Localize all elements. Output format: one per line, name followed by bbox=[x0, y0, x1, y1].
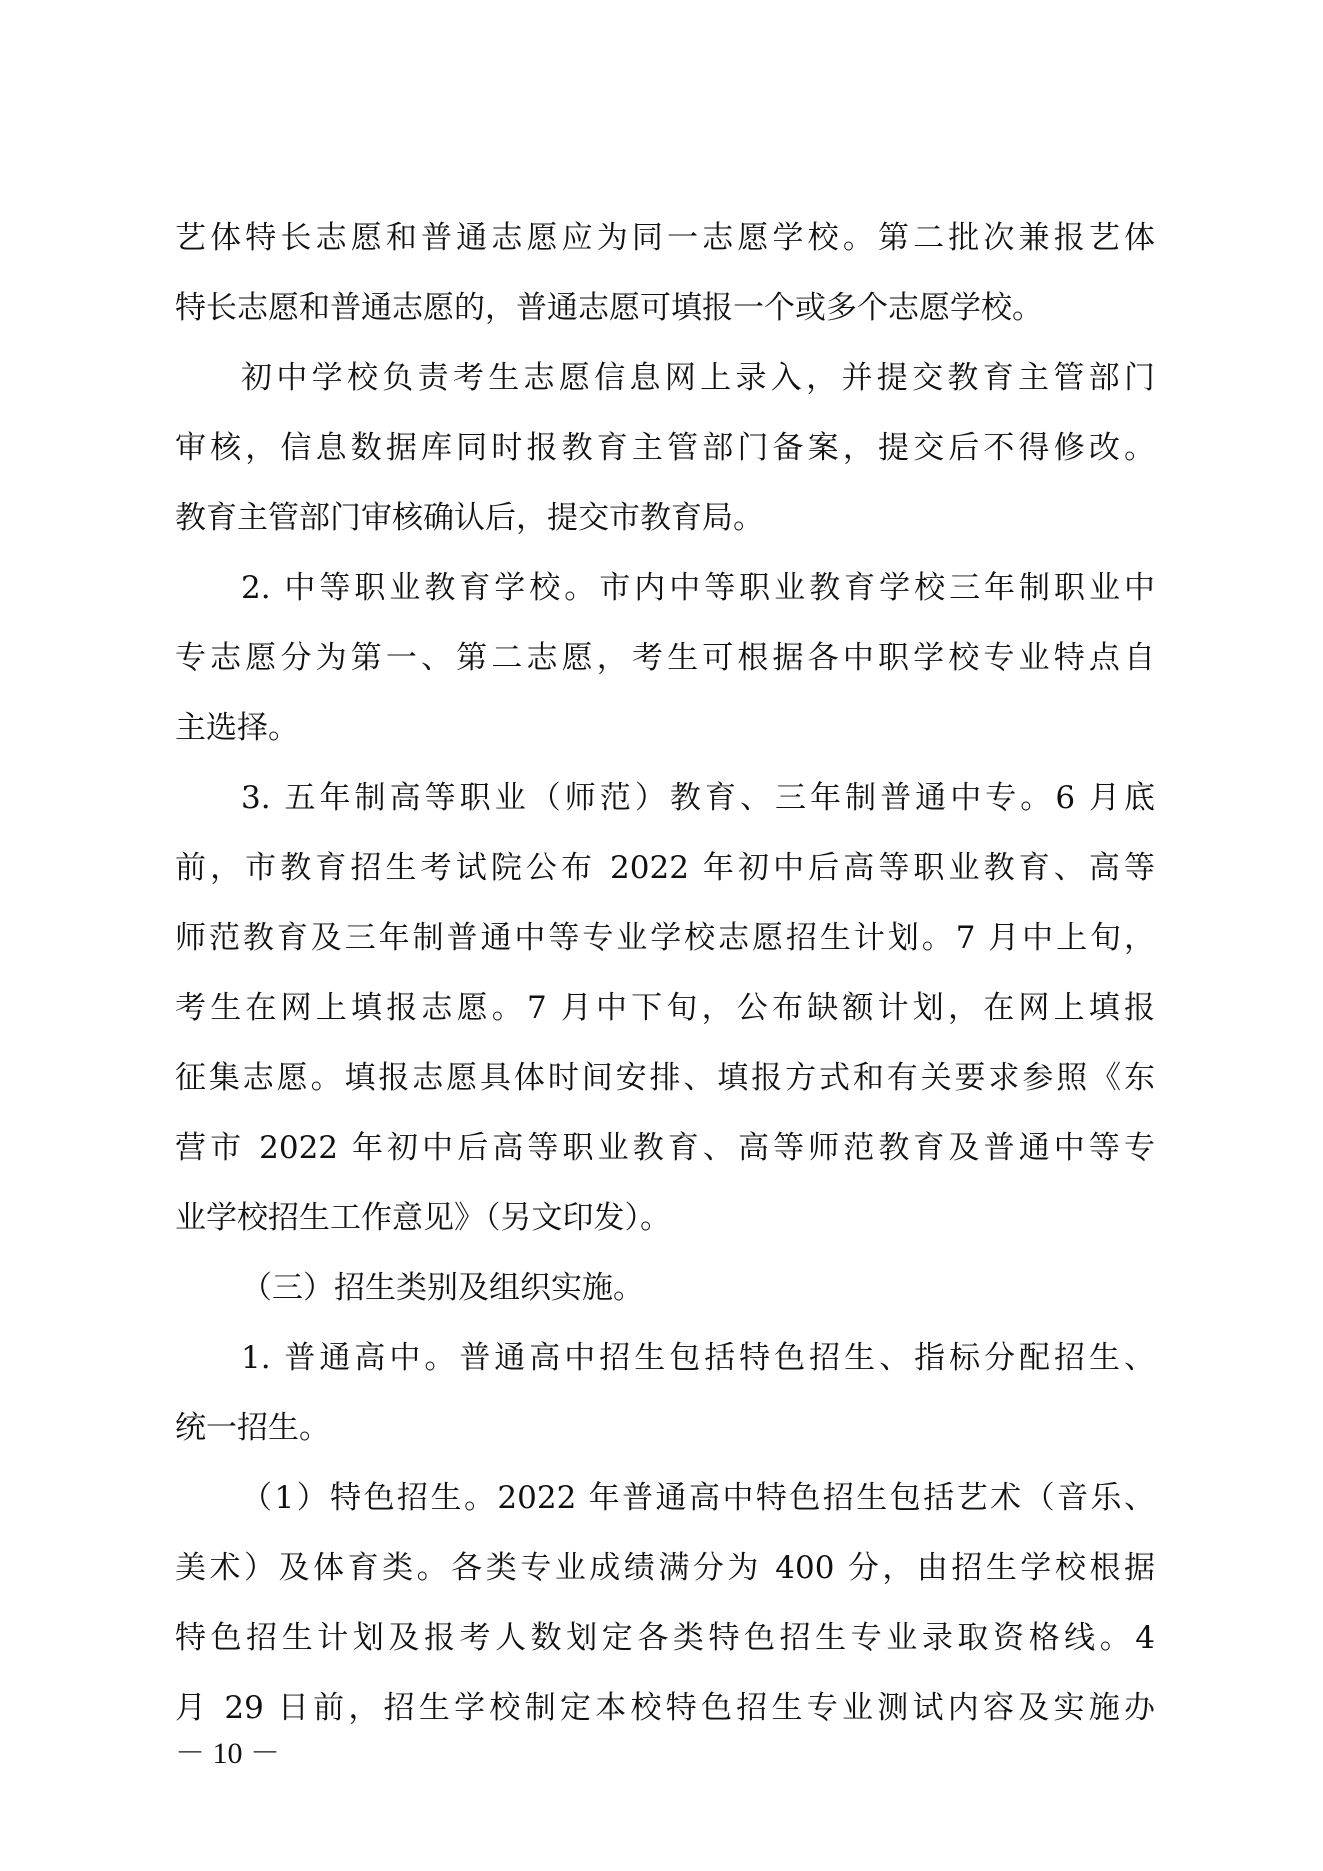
text-line: 营市 2022 年初中后高等职业教育、高等师范教育及普通中等专 bbox=[175, 1130, 1155, 1166]
section-heading: （三）招生类别及组织实施。 bbox=[241, 1270, 644, 1306]
text-line: 考生在网上填报志愿。7 月中下旬，公布缺额计划，在网上填报 bbox=[175, 990, 1155, 1026]
text-line: 征集志愿。填报志愿具体时间安排、填报方式和有关要求参照《东 bbox=[175, 1060, 1155, 1096]
text-line: 前，市教育招生考试院公布 2022 年初中后高等职业教育、高等 bbox=[175, 850, 1155, 886]
text-line: 初中学校负责考生志愿信息网上录入，并提交教育主管部门 bbox=[241, 360, 1155, 396]
text-line: 特长志愿和普通志愿的，普通志愿可填报一个或多个志愿学校。 bbox=[175, 290, 1043, 326]
text-line: 3. 五年制高等职业（师范）教育、三年制普通中专。6 月底 bbox=[241, 780, 1155, 816]
text-line: 专志愿分为第一、第二志愿，考生可根据各中职学校专业特点自 bbox=[175, 640, 1155, 676]
text-line: 统一招生。 bbox=[175, 1410, 330, 1446]
text-line: 艺体特长志愿和普通志愿应为同一志愿学校。第二批次兼报艺体 bbox=[175, 220, 1155, 256]
body-text bbox=[175, 203, 1155, 1743]
text-line: 特色招生计划及报考人数划定各类特色招生专业录取资格线。4 bbox=[175, 1620, 1155, 1656]
text-line: 2. 中等职业教育学校。市内中等职业教育学校三年制职业中 bbox=[241, 570, 1155, 606]
text-line: 业学校招生工作意见》（另文印发）。 bbox=[175, 1200, 671, 1236]
text-line: 审核，信息数据库同时报教育主管部门备案，提交后不得修改。 bbox=[175, 430, 1155, 466]
text-line: （1）特色招生。2022 年普通高中特色招生包括艺术（音乐、 bbox=[241, 1480, 1155, 1516]
text-line: 美术）及体育类。各类专业成绩满分为 400 分，由招生学校根据 bbox=[175, 1550, 1155, 1586]
text-line: 1. 普通高中。普通高中招生包括特色招生、指标分配招生、 bbox=[241, 1340, 1155, 1376]
text-line: 主选择。 bbox=[175, 710, 299, 746]
page-number: － 10 － bbox=[175, 1737, 280, 1770]
text-line: 师范教育及三年制普通中等专业学校志愿招生计划。7 月中上旬， bbox=[175, 920, 1155, 956]
text-line: 月 29 日前，招生学校制定本校特色招生专业测试内容及实施办 bbox=[175, 1690, 1155, 1726]
text-line: 教育主管部门审核确认后，提交市教育局。 bbox=[175, 500, 764, 536]
